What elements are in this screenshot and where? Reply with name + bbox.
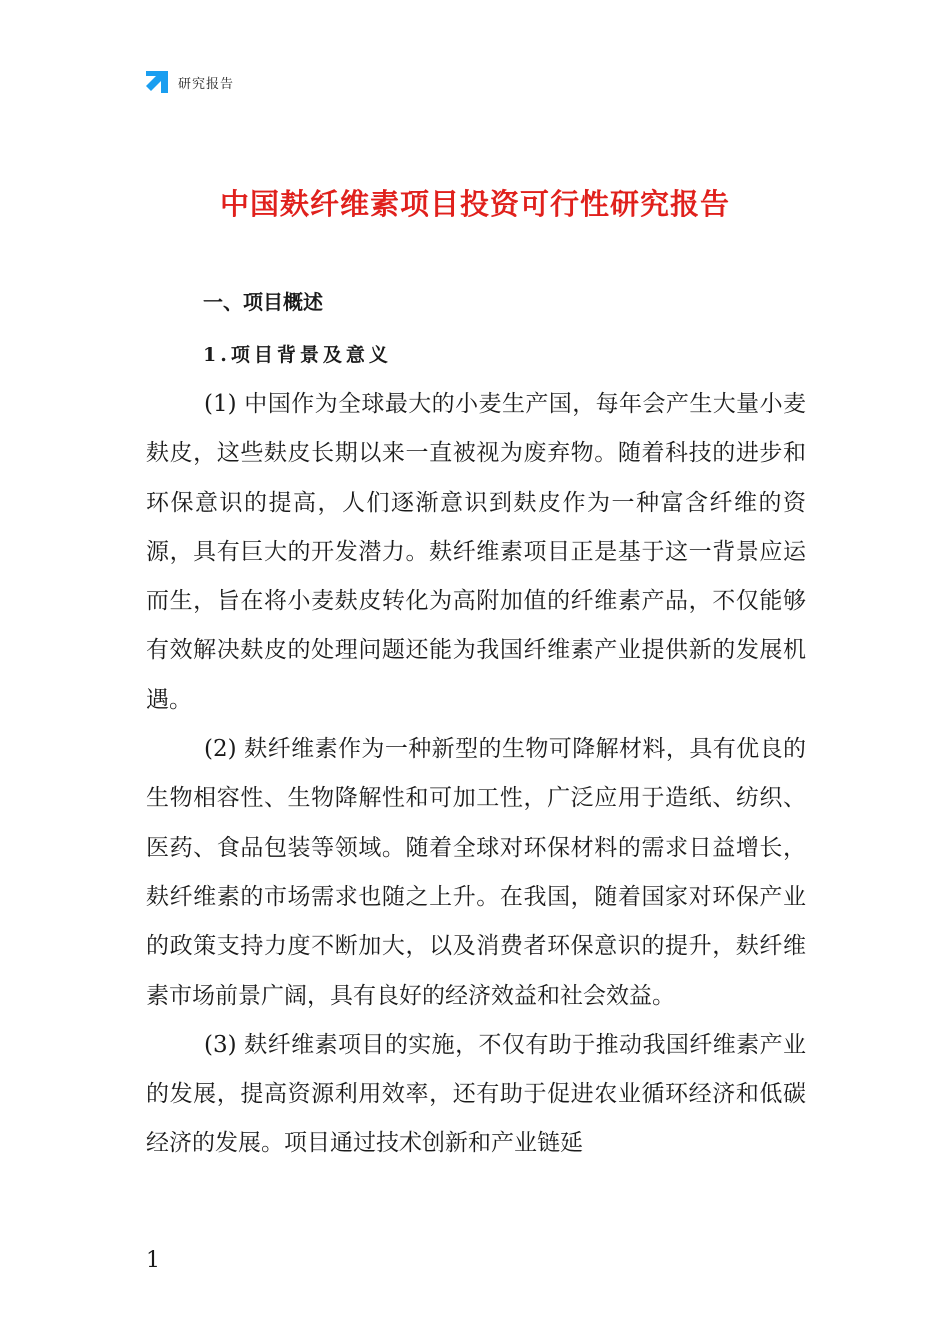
subsection-heading: 1.项目背景及意义 <box>203 344 392 366</box>
paragraph-1: (1) 中国作为全球最大的小麦生产国，每年会产生大量小麦麸皮，这些麸皮长期以来一直被视为废弃物。随着科技的进步和环保意识的提高，人们逐渐意识到麸皮作为一种富含纤维的资源，具有巨大的开发潜力。麸纤维素项目正是基于这一背景应运而生，旨在将小麦麸皮转化为高附加值的纤维素产品，不仅能够有效解决麸皮的处理问题还能为我国纤维素产业提供新的发展机遇。 <box>146 391 806 713</box>
document-title: 中国麸纤维素项目投资可行性研究报告 <box>219 187 730 221</box>
paragraph-3: (3) 麸纤维素项目的实施，不仅有助于推动我国纤维素产业的发展，提高资源利用效率，还有助于促进农业循环经济和低碳经济的发展。项目通过技术创新和产业链延 <box>146 1031 806 1157</box>
page-header <box>144 69 234 95</box>
report-logo-icon <box>144 69 170 95</box>
section-heading: 一、项目概述 <box>203 290 323 314</box>
paragraph-2: (2) 麸纤维素作为一种新型的生物可降解材料，具有优良的生物相容性、生物降解性和可加工性，广泛应用于造纸、纺织、医药、食品包装等领域。随着全球对环保材料的需求日益增长，麸纤维素的市场需求也随之上升。在我国，随着国家对环保产业的政策支持力度不断加大，以及消费者环保意识的提升，麸纤维素市场前景广阔，具有良好的经济效益和社会效益。 <box>146 736 806 1009</box>
page-number: 1 <box>146 1248 160 1273</box>
header-label: 研究报告 <box>178 76 235 92</box>
body-text <box>146 380 806 1169</box>
